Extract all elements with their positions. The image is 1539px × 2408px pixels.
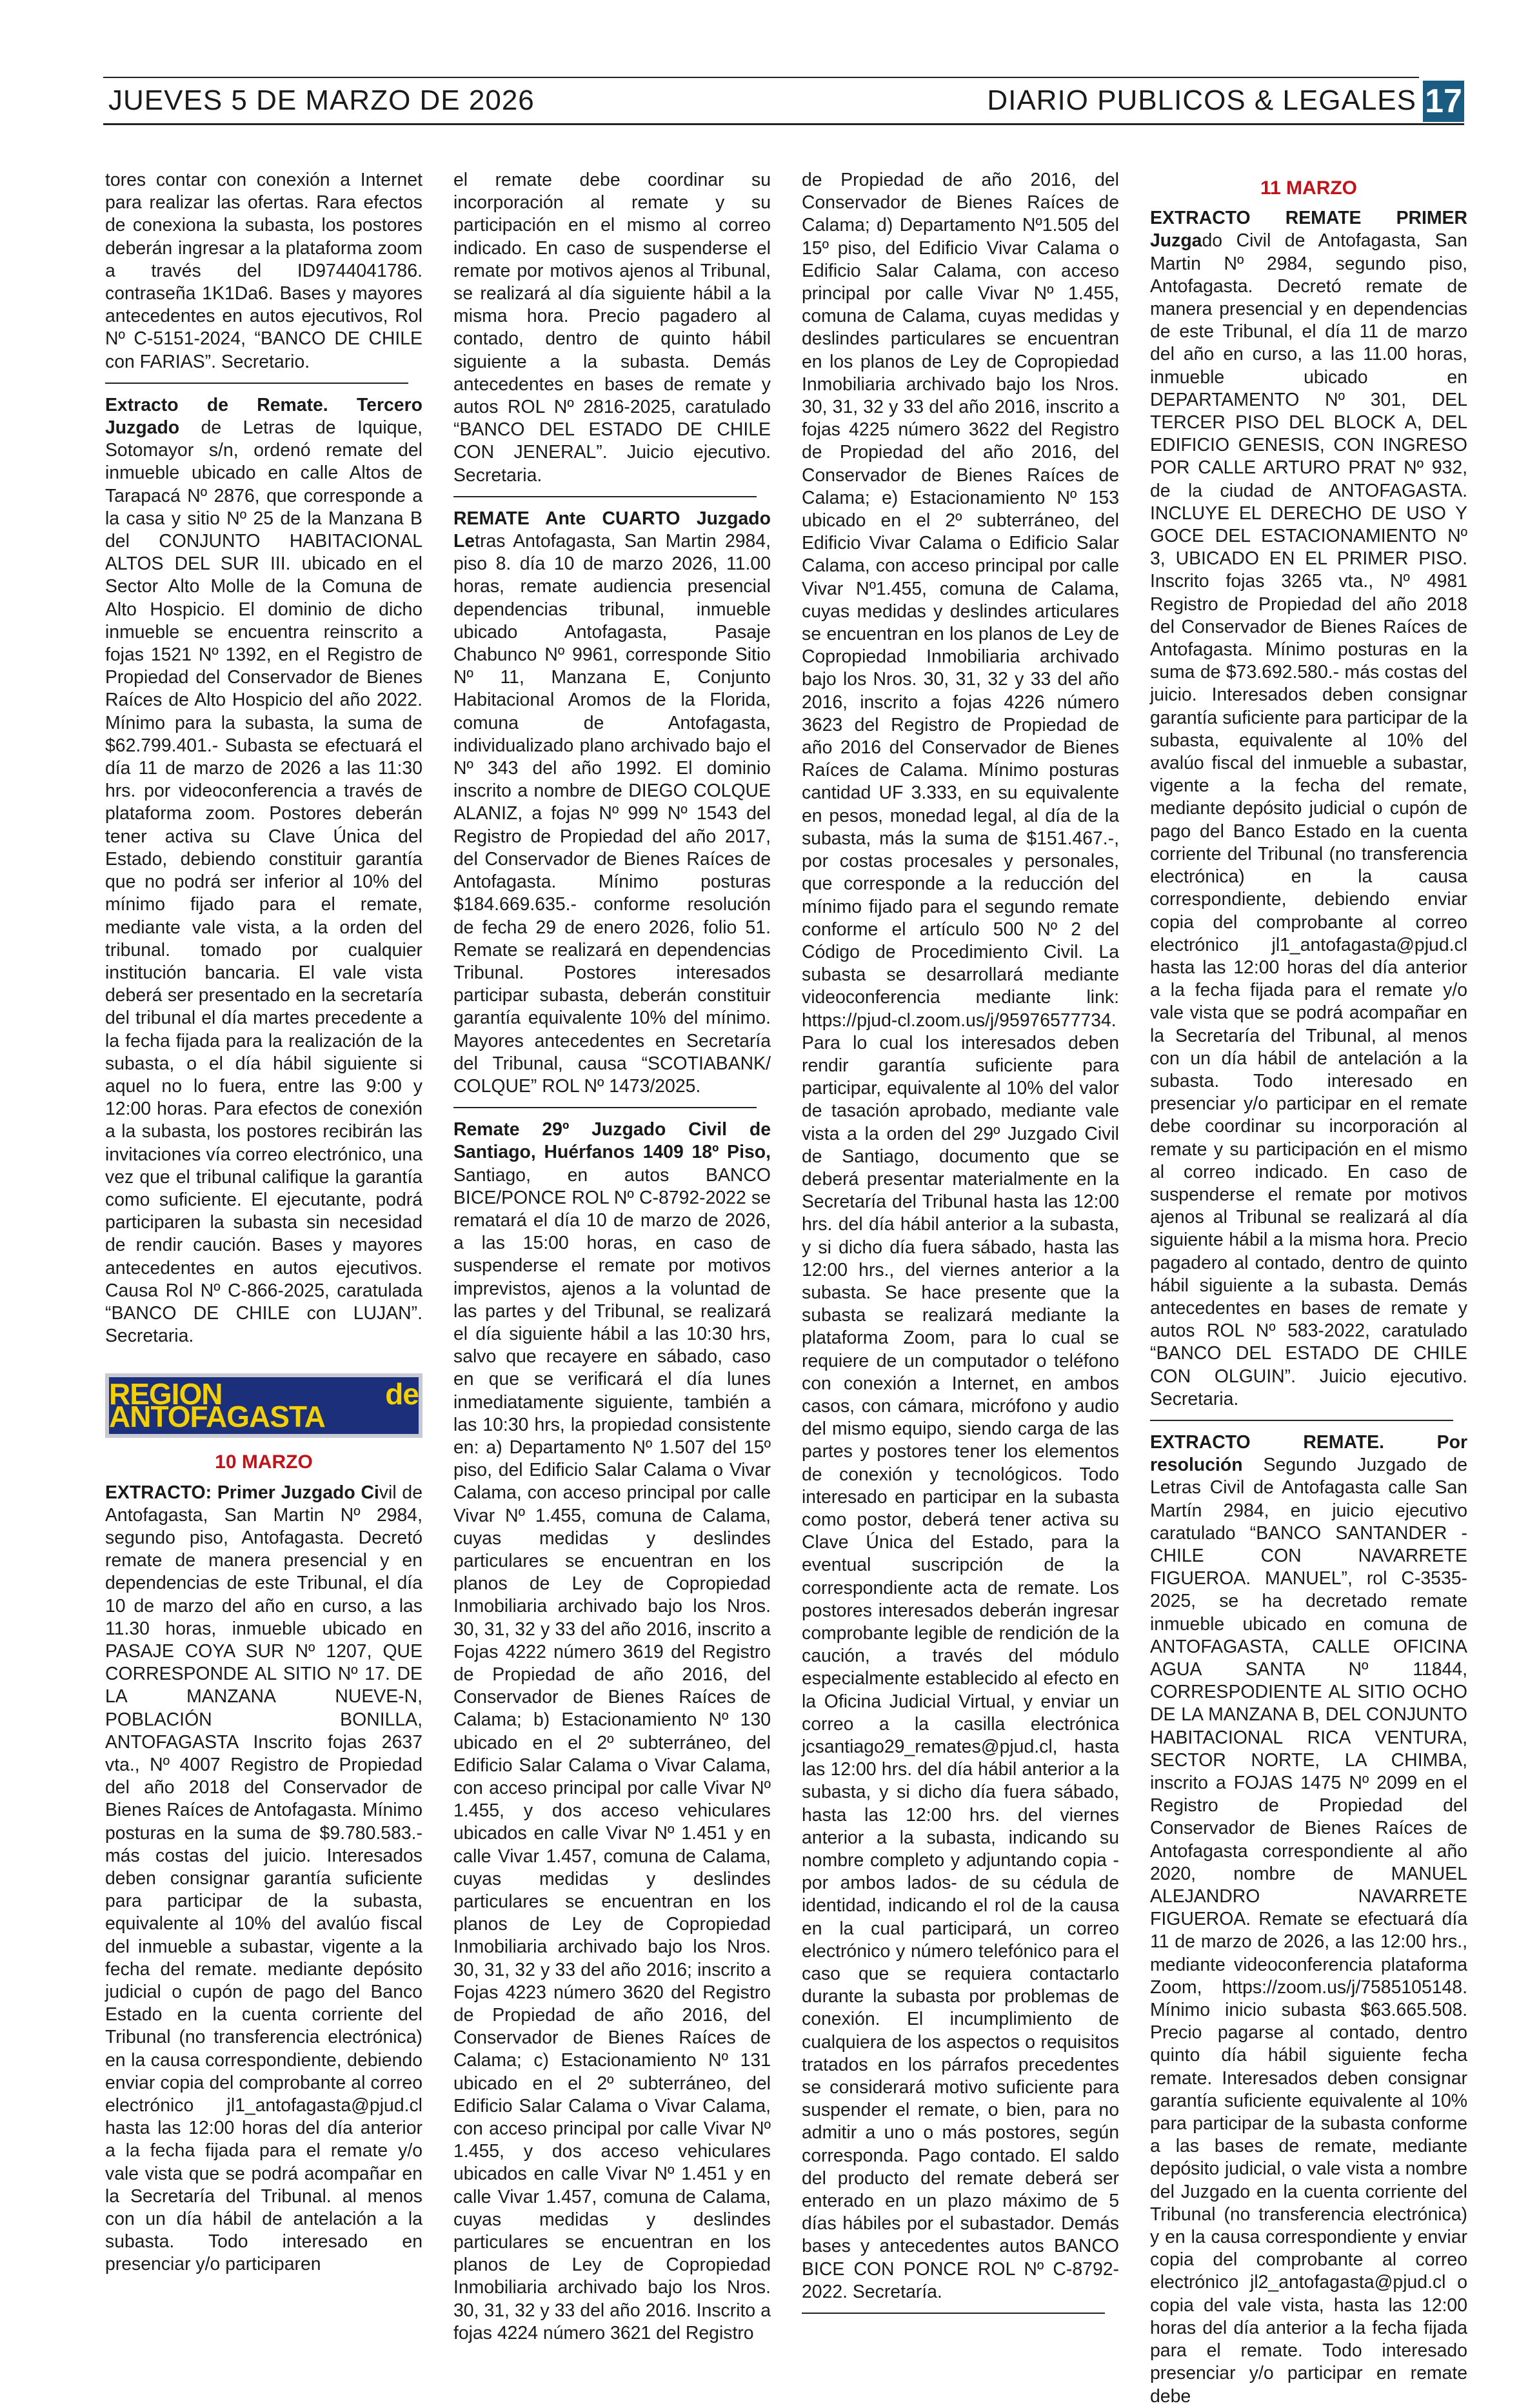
auction-date-heading: 11 MARZO xyxy=(1260,177,1358,199)
column-3 xyxy=(802,169,1119,2324)
notice-text: tores contar con conexión a Internet para realizar las ofertas. Rara efectos de conexiona la subasta, los postores deberán ingresar a la plataforma zoom a través del ID9744041786. contraseña 1K1Da6. Bases y mayores antecedentes en autos ejecutivos, Rol Nº C-5151-2024, “BANCO DE CHILE con FARIAS”. Secretario. xyxy=(105,170,422,372)
notice-text: tras Antofagasta, San Martin 2984, piso 8. día 10 de marzo 2026, 11.00 horas, remate audiencia presencial dependencias tribunal, inmueble ubicado Antofagasta, Pasaje Chabunco Nº 9961, corresponde Sitio Nº 11, Manzana E, Conjunto Habitacional Aromos de la Florida, comuna de Antofagasta, individualizado plano archivado bajo el Nº 343 del año 1992. El dominio inscrito a nombre de DIEGO COLQUE ALANIZ, a fojas Nº 999 Nº 1543 del Registro de Propiedad del año 2017, del Conservador de Bienes Raíces de Antofagasta. Mínimo posturas $184.669.635.- conforme resolución de fecha 29 de enero 2026, folio 51. Remate se realizará en dependencias Tribunal. Postores interesados participar subasta, deberán constituir garantía equivalente 10% del mínimo. Mayores antecedentes en Secretaría del Tribunal, causa “SCOTIABANK/ COLQUE” ROL Nº 1473/2025. xyxy=(453,531,771,1097)
header-top-rule xyxy=(103,77,1419,78)
column-1 xyxy=(105,169,422,2276)
notice-paragraph xyxy=(105,1482,422,2276)
notice-divider xyxy=(1150,1420,1453,1421)
issue-date: JUEVES 5 DE MARZO DE 2026 xyxy=(108,85,535,116)
notice-paragraph xyxy=(453,508,771,1098)
notice-lead: EXTRACTO REMATE PRIMER Juzga xyxy=(1150,208,1467,252)
auction-date-heading: 10 MARZO xyxy=(215,1451,313,1473)
notice-text: de Letras de Iquique, Sotomayor s/n, ordenó remate del inmueble ubicado en calle Altos de Tarapacá Nº 2876, que corresponde a la casa y sitio Nº 25 de la Manzana B del CONJUNTO HABITACIONAL ALTOS DEL SUR III. ubicado en el Sector Alto Molle de la Comuna de Alto Hospicio. El dominio de dicho inmueble se encuentra reinscrito a fojas 1521 Nº 1392, en el Registro de Propiedad del Conservador de Bienes Raíces de Alto Hospicio del año 2022. Mínimo para la subasta, la suma de $62.799.401.- Subasta se efectuará el día 11 de marzo de 2026 a las 11:30 hrs. por videoconferencia a través de plataforma zoom. Postores deberán tener activa su Clave Única del Estado, debiendo constituir garantía que no podrá ser inferior al 10% del mínimo fijado para el remate, mediante vale vista, a la orden del tribunal. tomado por cualquier institución bancaria. El vale vista deberá ser presentado en la secretaría del tribunal el día martes precedente a la fecha fijada para la realización de la subasta, o el día hábil siguiente si aquel no lo fuera, entre las 9:00 y 12:00 horas. Para efectos de conexión a la subasta, los postores recibirán las invitaciones vía correo electrónico, una vez que el tribunal califique la garantía como suficiente. El ejecutante, podrá participaren la subasta sin necesidad de rendir caución. Bases y mayores antecedentes en autos ejecutivos. Causa Rol Nº C-866-2025, caratulada “BANCO DE CHILE con LUJAN”. Secretaria. xyxy=(105,417,422,1347)
region-banner-label: REGION de ANTOFAGASTA xyxy=(109,1377,419,1434)
notice-divider xyxy=(453,1107,757,1108)
notice-paragraph xyxy=(453,1119,771,2345)
publication-title: DIARIO PUBLICOS & LEGALES xyxy=(987,85,1416,116)
notice-paragraph xyxy=(1150,207,1467,1411)
notice-lead: REMATE Ante CUARTO Juzgado Le xyxy=(453,508,771,552)
column-2 xyxy=(453,169,771,2345)
notice-divider xyxy=(802,2313,1105,2314)
notice-lead: Extracto de Remate. Tercero Juzgado xyxy=(105,394,422,439)
notice-paragraph xyxy=(105,169,422,373)
notice-lead: EXTRACTO REMATE. Por resolución xyxy=(1150,1431,1467,1476)
notice-text: de Propiedad de año 2016, del Conservador de Bienes Raíces de Calama; d) Departamento Nº1.505 del 15º piso, del Edificio Vivar Calama o Edificio Salar Calama, con acceso principal por calle Vivar Nº 1.455, comuna de Calama, cuyas medidas y deslindes particulares se encuentran en los planos de Ley de Copropiedad Inmobiliaria archivado bajo los Nros. 30, 31, 32 y 33 del año 2016, inscrito a fojas 4225 número 3622 del Registro de Propiedad del año 2016, del Conservador de Bienes Raíces de Calama; e) Estacionamiento Nº 153 ubicado en el 2º subterráneo, del Edificio Vivar Calama o Edificio Salar Calama, con acceso principal por calle Vivar Nº1.455, comuna de Calama, cuyas medidas y deslindes articulares se encuentran en los planos de Ley de Copropiedad Inmobiliaria archivado bajo los Nros. 30, 31, 32 y 33 del año 2016, inscrito a fojas 4226 número 3623 del Registro de Propiedad de año 2016 del Conservador de Bienes Raíces de Calama. Mínimo posturas cantidad UF 3.333, en su equivalente en pesos, monedad legal, al día de la subasta, más la suma de $151.467.-, por costas procesales y personales, que corresponde a la reducción del mínimo fijado para el segundo remate conforme el artículo 500 Nº 2 del Código de Procedimiento Civil. La subasta se desarrollará mediante videoconferencia mediante link: https://pjud-cl.zoom.us/j/95976577734. Para lo cual los interesados deben rendir garantía suficiente para participar, equivalente al 10% del valor de tasación aprobado, mediante vale vista a la orden del 29º Juzgado Civil de Santiago, documento que se deberá presentar materialmente en la Secretaría del Tribunal hasta las 12:00 hrs. del día hábil anterior a la subasta, y si dicho día fuera sábado, hasta las 12:00 hrs., del viernes anterior a la subasta. Se hace presente que la subasta se realizará mediante la plataforma Zoom, para lo cual se requiere de un computador o teléfono con conexión a Internet, en ambos casos, con cámara, micrófono y audio del mismo equipo, siendo carga de las partes y postores tener los elementos de conexión y tecnológicos. Todo interesado en participar en la subasta como postor, deberá tener activa su Clave Única del Estado, para la eventual suscripción de la correspondiente acta de remate. Los postores interesados deberán ingresar comprobante legible de rendición de la caución, a través del módulo especialmente establecido al efecto en la Oficina Judicial Virtual, y enviar un correo a la casilla electrónica jcsantiago29_remates@pjud.cl, hasta las 12:00 hrs. del día hábil anterior a la subasta, y si dicho día fuera sábado, hasta las 12:00 hrs. del viernes anterior a la subasta, indicando su nombre completo y adjuntando copia -por ambos lados- de su cédula de identidad, indicando el rol de la causa en la cual participará, un correo electrónico y número telefónico para el caso que se requiera contactarlo durante la subasta por problemas de conexión. El incumplimiento de cualquiera de los aspectos o requisitos tratados en los párrafos precedentes se considerará motivo suficiente para suspender el remate, o bien, para no admitir a uno o más postores, según corresponda. Pago contado. El saldo del producto del remate deberá ser enterado en un plazo máximo de 5 días hábiles por el subastador. Demás bases y antecedentes autos BANCO BICE CON PONCE ROL Nº C-8792-2022. Secretaría. xyxy=(802,170,1119,2302)
notice-paragraph xyxy=(453,169,771,487)
notice-divider xyxy=(105,383,408,384)
notice-paragraph xyxy=(1150,1431,1467,2408)
column-4 xyxy=(1150,169,1467,2408)
notice-lead: EXTRACTO: Primer Juzgado Ci xyxy=(105,1482,379,1503)
notice-text: Santiago, en autos BANCO BICE/PONCE ROL Nº C-8792-2022 se rematará el día 10 de marzo de 2026, a las 15:00 horas, en caso de suspenderse el remate por motivos imprevistos, ajenos a la voluntad de las partes y del Tribunal, se realizará el día siguiente hábil a las 10:30 hrs, salvo que recayere en sábado, caso en que se verificará el día lunes inmediatamente siguiente, también a las 10:30 hrs, la propiedad consistente en: a) Departamento Nº 1.507 del 15º piso, del Edificio Salar Calama o Vivar Calama, con acceso principal por calle Vivar Nº 1.455, comuna de Calama, cuyas medidas y deslindes particulares se encuentran en los planos de Ley de Copropiedad Inmobiliaria archivado bajo los Nros. 30, 31, 32 y 33 del año 2016, inscrito a Fojas 4222 número 3619 del Registro de Propiedad de año 2016, del Conservador de Bienes Raíces de Calama; b) Estacionamiento Nº 130 ubicado en el 2º subterráneo, del Edificio Salar Calama o Vivar Calama, con acceso principal por calle Vivar Nº 1.455, y dos acceso vehiculares ubicados en calle Vivar Nº 1.451 y en calle Vivar 1.457, comuna de Calama, cuyas medidas y deslindes particulares se encuentran en los planos de Ley de Copropiedad Inmobiliaria archivado bajo los Nros. 30, 31, 32 y 33 del año 2016; inscrito a Fojas 4223 número 3620 del Registro de Propiedad de año 2016, del Conservador de Bienes Raíces de Calama; c) Estacionamiento Nº 131 ubicado en el 2º subterráneo, del Edificio Salar Calama o Vivar Calama, con acceso principal por calle Vivar Nº 1.455, y dos acceso vehiculares ubicados en calle Vivar Nº 1.451 y en calle Vivar 1.457, comuna de Calama, cuyas medidas y deslindes particulares se encuentran en los planos de Ley de Copropiedad Inmobiliaria archivado bajo los Nros. 30, 31, 32 y 33 del año 2016. Inscrito a fojas 4224 número 3621 del Registro xyxy=(453,1164,771,2343)
notice-divider xyxy=(453,496,757,497)
notice-text: vil de Antofagasta, San Martin Nº 2984, segundo piso, Antofagasta. Decretó remate de manera presencial y en dependencias de este Tribunal, el día 10 de marzo del año en curso, a las 11.30 horas, inmueble ubicado en PASAJE COYA SUR Nº 1207, QUE CORRESPONDE AL SITIO Nº 17. DE LA MANZANA NUEVE-N, POBLACIÓN BONILLA, ANTOFAGASTA Inscrito fojas 2637 vta., Nº 4007 Registro de Propiedad del año 2018 del Conservador de Bienes Raíces de Antofagasta. Mínimo posturas en la suma de $9.780.583.- más costas del juicio. Interesados deben consignar garantía suficiente para participar de la subasta, equivalente al 10% del avalúo fiscal del inmueble a subastar, vigente a la fecha del remate. mediante depósito judicial o cupón de pago del Banco Estado en la cuenta corriente del Tribunal (no transferencia electrónica) en la causa correspondiente, debiendo enviar copia del comprobante al correo electrónico jl1_antofagasta@pjud.cl hasta las 12:00 horas del día anterior a la fecha fijada para el remate y/o vale vista que se podrá acompañar en la Secretaría del Tribunal. al menos con un día hábil de antelación a la subasta. Todo interesado en presenciar y/o participaren xyxy=(105,1482,422,2275)
header-rule xyxy=(103,123,1464,125)
notice-paragraph xyxy=(802,169,1119,2304)
region-banner xyxy=(105,1373,422,1438)
notice-paragraph xyxy=(105,394,422,1348)
notice-text: Segundo Juzgado de Letras Civil de Antofagasta calle San Martín 2984, en juicio ejecutivo caratulado “BANCO SANTANDER - CHILE CON NAVARRETE FIGUEROA. MANUEL”, rol C-3535-2025, se ha decretado remate inmueble ubicado en comuna de ANTOFAGASTA, CALLE OFICINA AGUA SANTA Nº 11844, CORRESPODIENTE AL SITIO OCHO DE LA MANZANA B, DEL CONJUNTO HABITACIONAL RICA VENTURA, SECTOR NORTE, LA CHIMBA, inscrito a FOJAS 1475 Nº 2099 en el Registro de Propiedad del Conservador de Bienes Raíces de Antofagasta correspondiente al año 2020, nombre de MANUEL ALEJANDRO NAVARRETE FIGUEROA. Remate se efectuará día 11 de marzo de 2026, a las 12:00 hrs., mediante videoconferencia plataforma Zoom, https://zoom.us/j/7585105148. Mínimo inicio subasta $63.665.508. Precio pagarse al contado, dentro quinto día hábil siguiente fecha remate. Interesados deben consignar garantía suficiente equivalente al 10% para participar de la subasta conforme a las bases de remate, mediante depósito judicial, o vale vista a nombre del Juzgado en la cuenta corriente del Tribunal (no transferencia electrónica) y en la causa correspondiente y enviar copia del comprobante al correo electrónico jl2_antofagasta@pjud.cl o copia del vale vista, hasta las 12:00 horas del día anterior a la fecha fijada para el remate. Todo interesado presenciar y/o participar en remate debe xyxy=(1150,1455,1467,2407)
notice-text: el remate debe coordinar su incorporación al remate y su participación en el mismo al correo indicado. En caso de suspenderse el remate por motivos ajenos al Tribunal, se realizará al día siguiente hábil a la misma hora. Precio pagadero al contado, dentro de quinto hábil siguiente a la subasta. Demás antecedentes en bases de remate y autos ROL Nº 2816-2025, caratulado “BANCO DEL ESTADO DE CHILE CON JENERAL”. Juicio ejecutivo. Secretaria. xyxy=(453,170,771,486)
page-number: 17 xyxy=(1423,81,1464,122)
notice-text: do Civil de Antofagasta, San Martin Nº 2984, segundo piso, Antofagasta. Decretó remate de manera presencial y en dependencias de este Tribunal, el día 11 de marzo del año en curso, a las 11.00 horas, inmueble ubicado en DEPARTAMENTO Nº 301, DEL TERCER PISO DEL BLOCK A, DEL EDIFICIO GENESIS, CON INGRESO POR CALLE ARTURO PRAT Nº 932, de la ciudad de ANTOFAGASTA. INCLUYE EL DERECHO DE USO Y GOCE DEL ESTACIONAMIENTO Nº 3, UBICADO EN EL PRIMER PISO. Inscrito fojas 3265 vta., Nº 4981 Registro de Propiedad del año 2018 del Conservador de Bienes Raíces de Antofagasta. Mínimo posturas en la suma de $73.692.580.- más costas del juicio. Interesados deben consignar garantía suficiente para participar de la subasta, equivalente al 10% del avalúo fiscal del inmueble a subastar, vigente a la fecha del remate, mediante depósito judicial o cupón de pago del Banco Estado en la cuenta corriente del Tribunal (no transferencia electrónica) en la causa correspondiente, debiendo enviar copia del comprobante al correo electrónico jl1_antofagasta@pjud.cl hasta las 12:00 horas del día anterior a la fecha fijada para el remate y/o vale vista que se podrá acompañar en la Secretaría del Tribunal, al menos con un día hábil de antelación a la subasta. Todo interesado en presenciar y/o participar en el remate debe coordinar su incorporación al remate y su participación en el mismo al correo indicado. En caso de suspenderse el remate por motivos ajenos al Tribunal se realizará al día siguiente hábil a la misma hora. Precio pagadero al contado, dentro de quinto hábil siguiente a la subasta. Demás antecedentes en bases de remate y autos ROL Nº 583-2022, caratulado “BANCO DEL ESTADO DE CHILE CON OLGUIN”. Juicio ejecutivo. Secretaria. xyxy=(1150,230,1467,1409)
notice-lead: Remate 29º Juzgado Civil de Santiago, Huérfanos 1409 18º Piso, xyxy=(453,1119,771,1163)
page-header xyxy=(103,81,1464,119)
